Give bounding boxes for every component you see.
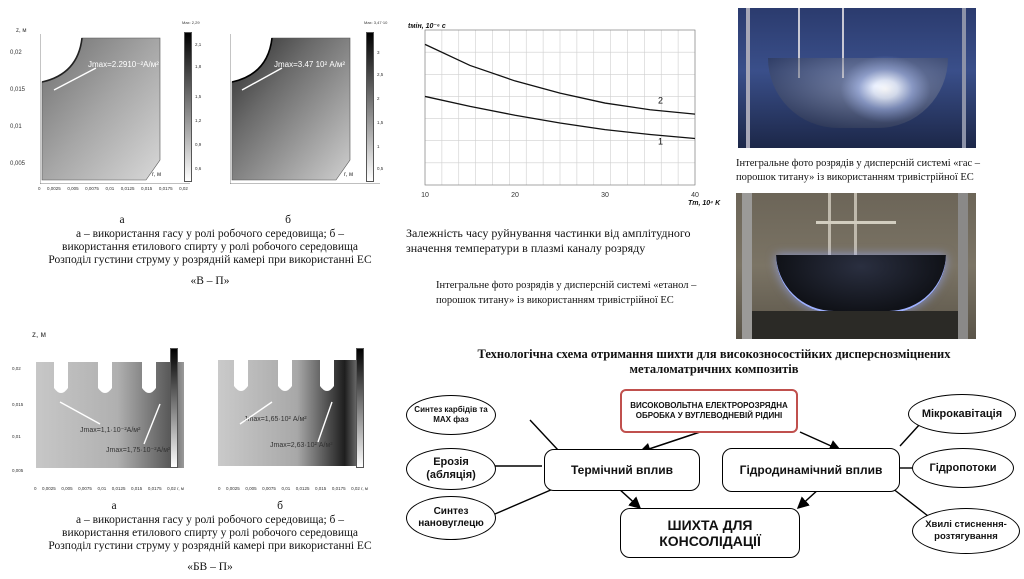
bubble-waves: Хвилі стиснення-розтягування [912,508,1020,554]
x-tick-label: 40 [691,192,699,199]
colorbar-a: Max: 2,29 2,1 1,8 1,5 1,2 0,9 0,6 [182,20,212,190]
result-box: ШИХТА ДЛЯ КОНСОЛІДАЦІЇ [620,508,800,558]
colorbar-b: Max: 3,47·10 3 2,5 2 1,5 1 0,5 [364,20,394,190]
y-tick: 0,015 [10,87,26,93]
caption-bottom-left: а – використання гасу у ролі робочого середовища; б – використання етилового спирту у ролі робочого середовища Розподіл густини струму у розрядній камері при використанні ЕС «БВ – П» [48,514,372,573]
bubble-hydroflows: Гідропотоки [912,448,1014,488]
chart-svg [405,10,725,220]
density-plot-b-bottom: Jmax=1,65·10² А/м² Jmax=2,63·10² А/м² [210,330,400,500]
hydrodynamic-effect-box: Гідродинамічний вплив [722,448,900,492]
photo1-caption: Інтегральне фото розрядів у дисперсній системі «гас – порошок титану» із використанням тривістрійної ЕС [736,158,981,183]
series-label-1: 1 [658,136,664,147]
discharge-photo-ethanol [736,193,976,339]
y-tick: 0,02 [10,50,22,56]
panel-label-a: а [119,214,125,226]
chart-caption: Залежність часу руйнування частинки від амплітудного значення температури в плазмі каналу розряду [406,226,691,255]
z-axis-label: z, м [16,28,27,34]
x-tick-label: 30 [601,192,609,199]
r-axis-label: r, м [152,172,162,178]
caption-top-left: а – використання гасу у ролі робочого середовища; б – використання етилового спирту у ролі робочого середовища Розподіл густини струму у розрядній камері при використанні ЕС «В – П» [48,228,372,287]
panel-label-b2: б [277,500,283,512]
annotation-arrow [238,66,288,96]
panel-label-a2: а [111,500,117,512]
hv-treatment-box: ВИСОКОВОЛЬТНА ЕЛЕКТРОРОЗРЯДНА ОБРОБКА У ВУГЛЕВОДНЕВІЙ РІДИНІ [620,389,798,433]
density-field-a [40,34,190,184]
bubble-microcavitation: Мікрокавітація [908,394,1016,434]
y-tick: 0,01 [10,124,22,130]
discharge-photo-kerosene [738,8,976,148]
panel-label-b: б [285,214,291,226]
bubble-erosion: Ерозія (абляція) [406,448,496,490]
density-plot-a-top [10,14,205,204]
annotation-arrow [50,66,100,96]
series-label-2: 2 [658,95,664,106]
colorbar-b2 [356,348,364,468]
x-tick-label: 10 [421,192,429,199]
x-ticks: 0 0,0025 0,005 0,0075 0,01 0,0125 0,015 0,0175 0,02 [38,186,188,191]
scheme-title: Технологічна схема отримання шихти для високозносостійких дисперснозміцнених металоматричних композитів [477,347,951,376]
colorbar-a2 [170,348,178,468]
chart-xlabel: Tm, 10⁴ K [688,200,721,207]
density-plot-a-bottom: z, м 0,02 0,015 0,01 0,005 Jmax=1,1·10⁻²А/м² Jmax=1,75·10⁻²А/м² [10,330,210,500]
annotation-jmax: Jmax=3.47 10² А/м² [274,60,346,69]
bubble-synth-nanocarbon: Синтез нановуглецю [406,496,496,540]
y-tick: 0,005 [10,161,26,167]
r-axis-label: r, м [344,172,354,178]
photo2-caption: Інтегральне фото розрядів у дисперсній системі «етанол – порошок титану» із використанням тривістрійної ЕС [436,280,697,306]
annotation-jmax: Jmax=2.2910⁻²А/м² [88,60,159,69]
density-field-b [230,34,380,184]
x-ticks-a2: 0 0,0025 0,005 0,0075 0,01 0,0125 0,015 0,0175 0,02 r, м [34,486,184,491]
bubble-synth-carbides: Синтез карбідів та MAX фаз [406,395,496,435]
z-axis-label: z, м [32,330,46,339]
x-ticks-b2: 0 0,0025 0,005 0,0075 0,01 0,0125 0,015 0,0175 0,02 r, м [218,486,368,491]
x-tick-label: 20 [511,192,519,199]
thermal-effect-box: Термічний вплив [544,449,700,491]
chart-ylabel: tмін, 10⁻⁶ с [408,23,446,30]
